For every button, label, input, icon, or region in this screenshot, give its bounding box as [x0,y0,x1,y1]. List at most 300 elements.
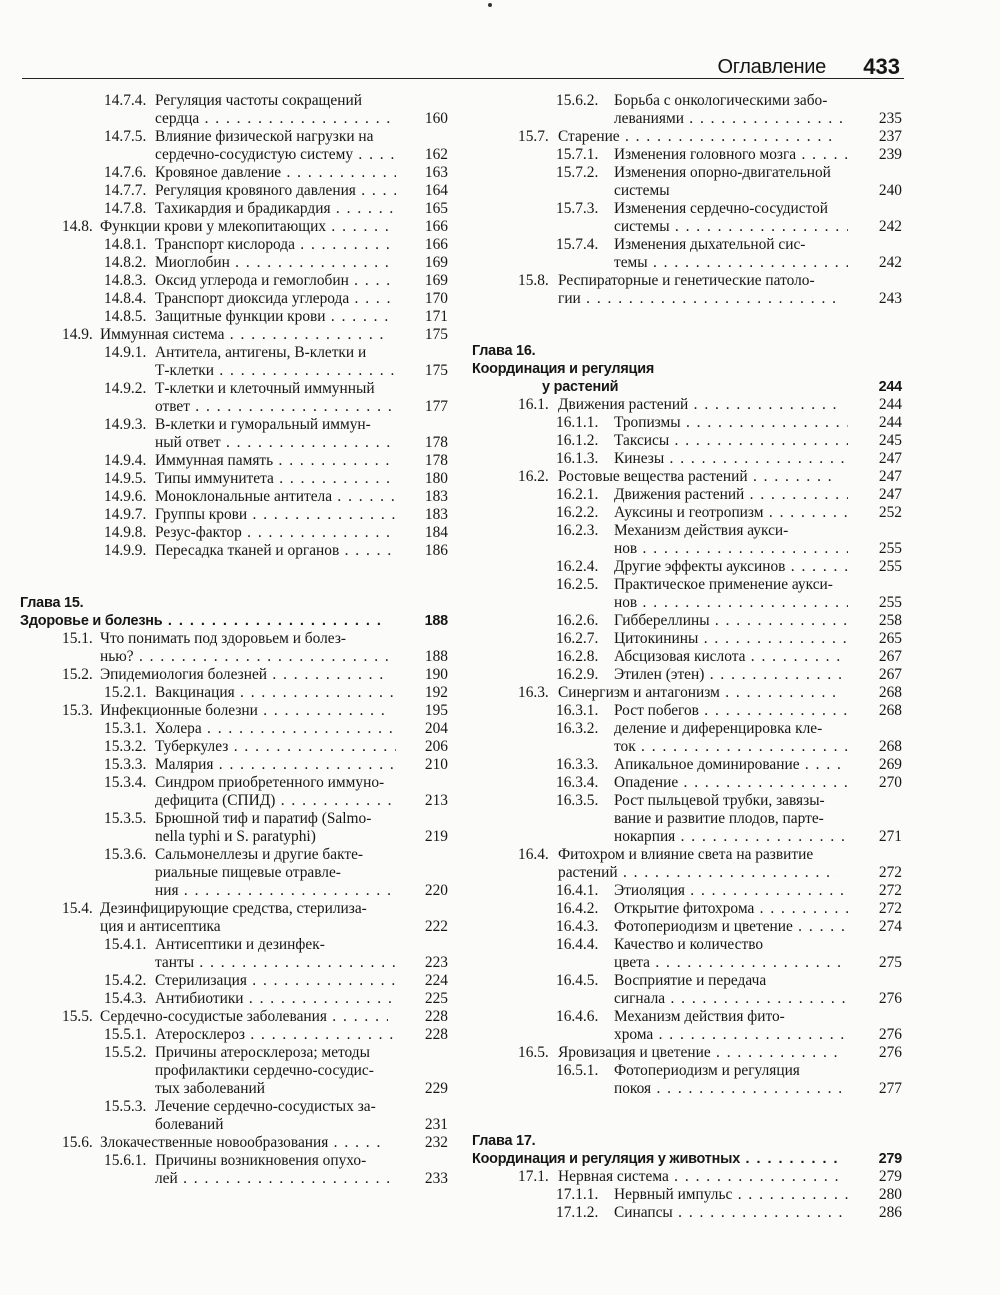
toc-entry[interactable] [20,1044,448,1098]
toc-entry[interactable] [472,486,902,504]
entry-title-line: Функции крови у млекопитающих . . . [100,218,388,236]
entry-title [20,470,448,488]
toc-entry[interactable] [20,738,448,756]
entry-title-line: Влияние физической нагрузки на [155,128,374,145]
entry-page-number: 195 [420,702,448,720]
entry-title-line: деление и диференцировка кле- [614,720,823,737]
chapter-heading[interactable] [472,342,902,396]
entry-title [20,308,448,326]
entry-title-line: Сальмонеллезы и другие бакте- [155,846,364,863]
entry-title-line: Абсцизовая кислота . . . [614,648,848,666]
toc-entry[interactable] [472,164,902,200]
entry-title-line: Типы иммунитета . . . [155,470,396,488]
entry-title-line: Защитные функции крови . . . [155,308,396,326]
entry-number: 15.8. [518,272,549,289]
entry-title-line: Изменения опорно-двигательной [614,164,831,181]
chapter-heading[interactable] [472,1132,902,1168]
entry-number: 15.2.1. [104,684,147,701]
entry-title-line: Причины возникновения опухо- [155,1152,367,1169]
toc-entry[interactable] [20,1026,448,1044]
entry-page-number: 265 [874,630,902,648]
entry-title [472,972,902,1008]
toc-entry[interactable] [20,774,448,810]
entry-page-number: 279 [874,1168,902,1186]
entry-number: 15.2. [62,666,93,683]
entry-number: 14.7.8. [104,200,147,217]
entry-number: 16.3.4. [556,774,599,791]
entry-title [20,1098,448,1134]
entry-page-number: 165 [420,200,448,218]
toc-entry[interactable] [20,290,448,308]
entry-page-number: 228 [420,1008,448,1026]
entry-page-number: 184 [420,524,448,542]
toc-entry[interactable] [472,1062,902,1098]
entry-number: 15.4. [62,900,93,917]
entry-number: 14.9.2. [104,380,147,397]
toc-entry[interactable] [472,468,902,486]
toc-entry[interactable] [472,702,902,720]
entry-title-line: Этиоляция . . . [614,882,848,900]
entry-page-number: 271 [874,828,902,846]
entry-title [472,900,902,918]
entry-number: 15.3.5. [104,810,147,827]
entry-number: 16.4.2. [556,900,599,917]
entry-number: 16.4.3. [556,918,599,935]
toc-entry[interactable] [472,558,902,576]
entry-number: 17.1. [518,1168,549,1185]
entry-title [472,1008,902,1044]
entry-page-number: 188 [420,648,448,666]
toc-entry[interactable] [20,92,448,128]
toc-entry[interactable] [20,1098,448,1134]
entry-title [472,504,902,522]
toc-entry[interactable] [20,236,448,254]
toc-entry[interactable] [472,972,902,1008]
toc-entry[interactable] [472,918,902,936]
entry-page-number: 178 [420,452,448,470]
entry-title [20,684,448,702]
entry-title-line: Антисептики и дезинфек- [155,936,325,953]
entry-number: 15.3.1. [104,720,147,737]
entry-number: 16.1. [518,396,549,413]
entry-number: 15.3.4. [104,774,147,791]
entry-title-line: Синдром приобретенного иммуно- [155,774,385,791]
entry-number: 15.4.2. [104,972,147,989]
entry-title-line: растений . . . [558,864,838,882]
toc-entry[interactable] [472,882,902,900]
entry-page-number: 275 [874,954,902,972]
entry-title-line: леваниями . . . [614,110,848,128]
entry-title [472,450,902,468]
entry-title-line: сигнала . . . [614,990,848,1008]
toc-entry[interactable] [20,972,448,990]
entry-title-line: Открытие фитохрома . . . [614,900,848,918]
toc-entry[interactable] [472,1186,902,1204]
toc-entry[interactable] [20,470,448,488]
toc-entry[interactable] [20,720,448,738]
toc-entry[interactable] [20,630,448,666]
entry-page-number: 242 [874,218,902,236]
entry-number: 16.2. [518,468,549,485]
entry-number: 14.9.4. [104,452,147,469]
toc-entry[interactable] [20,488,448,506]
entry-title-line: Рост побегов . . . [614,702,848,720]
entry-title-line: Т-клетки и клеточный иммунный [155,380,375,397]
entry-page-number: 276 [874,1026,902,1044]
entry-title [472,936,902,972]
entry-number: 16.2.4. [556,558,599,575]
entry-page-number: 224 [420,972,448,990]
toc-entry[interactable] [20,1152,448,1188]
toc-entry[interactable] [472,846,902,882]
entry-title [472,1132,902,1168]
toc-entry[interactable] [472,756,902,774]
entry-title [472,200,902,236]
entry-title-line: Движения растений . . . [614,486,848,504]
toc-entry[interactable] [472,414,902,432]
toc-entry[interactable] [472,612,902,630]
entry-page-number: 175 [420,326,448,344]
entry-title-line: Механизм действия фито- [614,1008,785,1025]
toc-entry[interactable] [20,164,448,182]
entry-page-number: 255 [874,558,902,576]
entry-page-number: 286 [874,1204,902,1222]
chapter-heading[interactable] [20,594,448,630]
toc-entry[interactable] [472,522,902,558]
entry-number: Глава 16. [472,343,536,359]
entry-number: 16.3.5. [556,792,599,809]
toc-entry[interactable] [472,630,902,648]
toc-entry[interactable] [20,936,448,972]
entry-page-number: 247 [874,486,902,504]
entry-title-line: ния . . . [155,882,396,900]
entry-title-line: Нервный импульс . . . [614,1186,848,1204]
toc-entry[interactable] [472,1168,902,1186]
entry-page-number: 274 [874,918,902,936]
entry-number: 16.5. [518,1044,549,1061]
entry-number: 14.9.1. [104,344,147,361]
entry-title-line: Яровизация и цветение . . . [558,1044,838,1062]
toc-entry[interactable] [20,182,448,200]
toc-entry[interactable] [472,576,902,612]
entry-title-line: Опадение . . . [614,774,848,792]
entry-page-number: 242 [874,254,902,272]
entry-title [20,774,448,810]
entry-title [472,1062,902,1098]
entry-title [20,1152,448,1188]
toc-entry[interactable] [472,200,902,236]
toc-entry[interactable] [20,990,448,1008]
entry-title-line: В-клетки и гуморальный иммун- [155,416,371,433]
entry-title-line: Цитокинины . . . [614,630,848,648]
entry-title [20,524,448,542]
entry-title-line: Респираторные и генетические патоло- [558,272,815,289]
toc-entry[interactable] [20,200,448,218]
entry-number: 15.4.1. [104,936,147,953]
entry-title-line: риальные пищевые отравле- [155,864,341,881]
entry-title-line: Этилен (этен) . . . [614,666,848,684]
entry-title-line: Фитохром и влияние света на развитие [558,846,814,863]
entry-title-line: Эпидемиология болезней . . . [100,666,388,684]
entry-page-number: 231 [420,1116,448,1134]
entry-page-number: 219 [420,828,448,846]
toc-entry[interactable] [472,236,902,272]
section-gap [472,308,902,342]
entry-title [472,612,902,630]
entry-title-line: цвета . . . [614,954,848,972]
entry-title [20,756,448,774]
entry-title-line: Изменения головного мозга . . . [614,146,848,164]
entry-number: 15.3.6. [104,846,147,863]
entry-page-number: 164 [420,182,448,200]
entry-page-number: 269 [874,756,902,774]
entry-page-number: 247 [874,468,902,486]
entry-page-number: 228 [420,1026,448,1044]
toc-entry[interactable] [472,450,902,468]
toc-entry[interactable] [20,308,448,326]
toc-entry[interactable] [20,846,448,900]
toc-entry[interactable] [20,524,448,542]
entry-title-line: темы . . . [614,254,848,272]
entry-page-number: 225 [420,990,448,1008]
entry-page-number: 169 [420,272,448,290]
entry-title-line: Таксисы . . . [614,432,848,450]
entry-title-line: Иммунная память . . . [155,452,396,470]
entry-title [20,236,448,254]
toc-entry[interactable] [472,396,902,414]
entry-title-line: Миоглобин . . . [155,254,396,272]
toc-entry[interactable] [20,684,448,702]
entry-number: 15.3.2. [104,738,147,755]
entry-number: 14.8. [62,218,93,235]
entry-title [472,720,902,756]
entry-title [472,666,902,684]
entry-title-line: Рост пыльцевой трубки, завязы- [614,792,825,809]
entry-page-number: 245 [874,432,902,450]
entry-title [20,542,448,560]
entry-title-line: Малярия . . . [155,756,396,774]
entry-page-number: 240 [874,182,902,200]
entry-title-line: нью? . . . [100,648,388,666]
entry-number: 14.7.5. [104,128,147,145]
entry-title-line: Синапсы . . . [614,1204,848,1222]
entry-page-number: 244 [874,396,902,414]
entry-title-line: Сердечно-сосудистые заболевания . . . [100,1008,388,1026]
entry-page-number: 192 [420,684,448,702]
entry-title [20,272,448,290]
toc-entry[interactable] [472,1008,902,1044]
toc-entry[interactable] [20,1134,448,1152]
entry-page-number: 272 [874,864,902,882]
toc-entry[interactable] [472,684,902,702]
entry-title-line: Т-клетки . . . [155,362,396,380]
entry-title-line: Практическое применение аукси- [614,576,833,593]
entry-title [472,882,902,900]
entry-page-number: 166 [420,236,448,254]
entry-number: 14.9.3. [104,416,147,433]
entry-title [20,344,448,380]
entry-page-number: 279 [874,1150,902,1168]
entry-title [472,486,902,504]
entry-title-line: Координация и регуляция [472,361,655,377]
entry-number: 17.1.1. [556,1186,599,1203]
entry-number: 14.8.2. [104,254,147,271]
toc-entry[interactable] [20,666,448,684]
entry-title-line: Старение . . . [558,128,838,146]
toc-entry[interactable] [472,792,902,846]
entry-title-line: лей . . . [155,1170,396,1188]
entry-title [472,756,902,774]
entry-title [472,558,902,576]
entry-number: 14.8.4. [104,290,147,307]
toc-entry[interactable] [472,146,902,164]
entry-title [20,1026,448,1044]
entry-title-line: ток . . . [614,738,848,756]
entry-title [20,1044,448,1098]
running-header [22,52,904,79]
entry-title [472,92,902,128]
entry-title-line: нов . . . [614,594,848,612]
toc-entry[interactable] [20,542,448,560]
entry-page-number: 232 [420,1134,448,1152]
entry-number: 14.9.6. [104,488,147,505]
entry-title [20,164,448,182]
entry-title-line: у растений [542,379,619,395]
toc-entry[interactable] [472,92,902,128]
toc-entry[interactable] [20,810,448,846]
entry-title-line: системы [614,182,670,199]
entry-number: 15.3.3. [104,756,147,773]
toc-entry[interactable] [20,128,448,164]
entry-title [20,720,448,738]
entry-number: 15.7.3. [556,200,599,217]
entry-title [472,414,902,432]
toc-entry[interactable] [472,272,902,308]
toc-entry[interactable] [472,128,902,146]
entry-title-line: Борьба с онкологическими забо- [614,92,828,109]
entry-page-number: 206 [420,738,448,756]
entry-page-number: 229 [420,1080,448,1098]
toc-entry[interactable] [472,900,902,918]
entry-page-number: 220 [420,882,448,900]
toc-entry[interactable] [472,432,902,450]
toc-entry[interactable] [20,506,448,524]
entry-title [472,792,902,846]
toc-entry[interactable] [472,504,902,522]
toc-entry[interactable] [472,774,902,792]
entry-number: 16.2.5. [556,576,599,593]
toc-entry[interactable] [20,344,448,380]
entry-title-line: Изменения сердечно-сосудистой [614,200,829,217]
entry-number: 14.8.1. [104,236,147,253]
entry-title [472,630,902,648]
entry-title-line: сердечно-сосудистую систему . . . [155,146,396,164]
entry-title-line: Координация и регуляция у животных . . . [472,1150,840,1168]
entry-title-line: Кинезы . . . [614,450,848,468]
entry-title-line: Антитела, антигены, В-клетки и [155,344,367,361]
entry-page-number: 171 [420,308,448,326]
entry-title [20,990,448,1008]
entry-title-line: nella typhi и S. paratyphi) [155,828,316,845]
entry-page-number: 170 [420,290,448,308]
entry-page-number: 160 [420,110,448,128]
toc-entry[interactable] [20,218,448,236]
toc-right-column [472,92,902,1222]
toc-entry[interactable] [472,666,902,684]
toc-entry[interactable] [472,648,902,666]
entry-page-number: 270 [874,774,902,792]
entry-title-line: тых заболеваний [155,1080,265,1097]
entry-title-line: системы . . . [614,218,848,236]
toc-entry[interactable] [20,416,448,452]
entry-title [472,918,902,936]
entry-title [472,342,902,396]
entry-page-number: 255 [874,594,902,612]
entry-number: 16.4.6. [556,1008,599,1025]
entry-title [472,648,902,666]
entry-page-number: 183 [420,488,448,506]
toc-entry[interactable] [472,1044,902,1062]
entry-number: 16.5.1. [556,1062,599,1079]
entry-title [472,1204,902,1222]
entry-title-line: Оксид углерода и гемоглобин . . . [155,272,396,290]
toc-entry[interactable] [20,756,448,774]
toc-entry[interactable] [472,1204,902,1222]
entry-number: 16.1.1. [556,414,599,431]
entry-title-line: Антибиотики . . . [155,990,396,1008]
entry-title-line: Регуляция кровяного давления . . . [155,182,396,200]
entry-title-line: Причины атеросклероза; методы [155,1044,370,1061]
entry-page-number: 235 [874,110,902,128]
toc-entry[interactable] [20,272,448,290]
entry-page-number: 258 [874,612,902,630]
entry-number: 15.5. [62,1008,93,1025]
entry-page-number: 276 [874,1044,902,1062]
entry-page-number: 188 [420,612,448,630]
entry-title [20,972,448,990]
entry-number: 16.1.3. [556,450,599,467]
entry-page-number: 272 [874,882,902,900]
entry-number: 16.3.2. [556,720,599,737]
entry-number: 16.2.3. [556,522,599,539]
entry-title [20,182,448,200]
toc-entry[interactable] [20,452,448,470]
entry-title-line: Качество и количество [614,936,764,953]
toc-entry[interactable] [20,1008,448,1026]
entry-number: 16.2.1. [556,486,599,503]
toc-entry[interactable] [472,936,902,972]
toc-entry[interactable] [20,702,448,720]
entry-title [20,506,448,524]
entry-number: 15.6.2. [556,92,599,109]
toc-entry[interactable] [472,720,902,756]
toc-left-column [20,92,448,1188]
entry-title-line: Вакцинация . . . [155,684,396,702]
entry-title [472,236,902,272]
toc-entry[interactable] [20,254,448,272]
entry-number: 16.4.5. [556,972,599,989]
entry-title [20,738,448,756]
entry-page-number: 178 [420,434,448,452]
entry-number: 16.4.4. [556,936,599,953]
toc-entry[interactable] [20,326,448,344]
toc-entry[interactable] [20,900,448,936]
entry-number: 15.7.1. [556,146,599,163]
entry-title-line: вание и развитие плодов, парте- [614,810,824,827]
entry-page-number: 237 [874,128,902,146]
entry-number: 15.6.1. [104,1152,147,1169]
toc-entry[interactable] [20,380,448,416]
